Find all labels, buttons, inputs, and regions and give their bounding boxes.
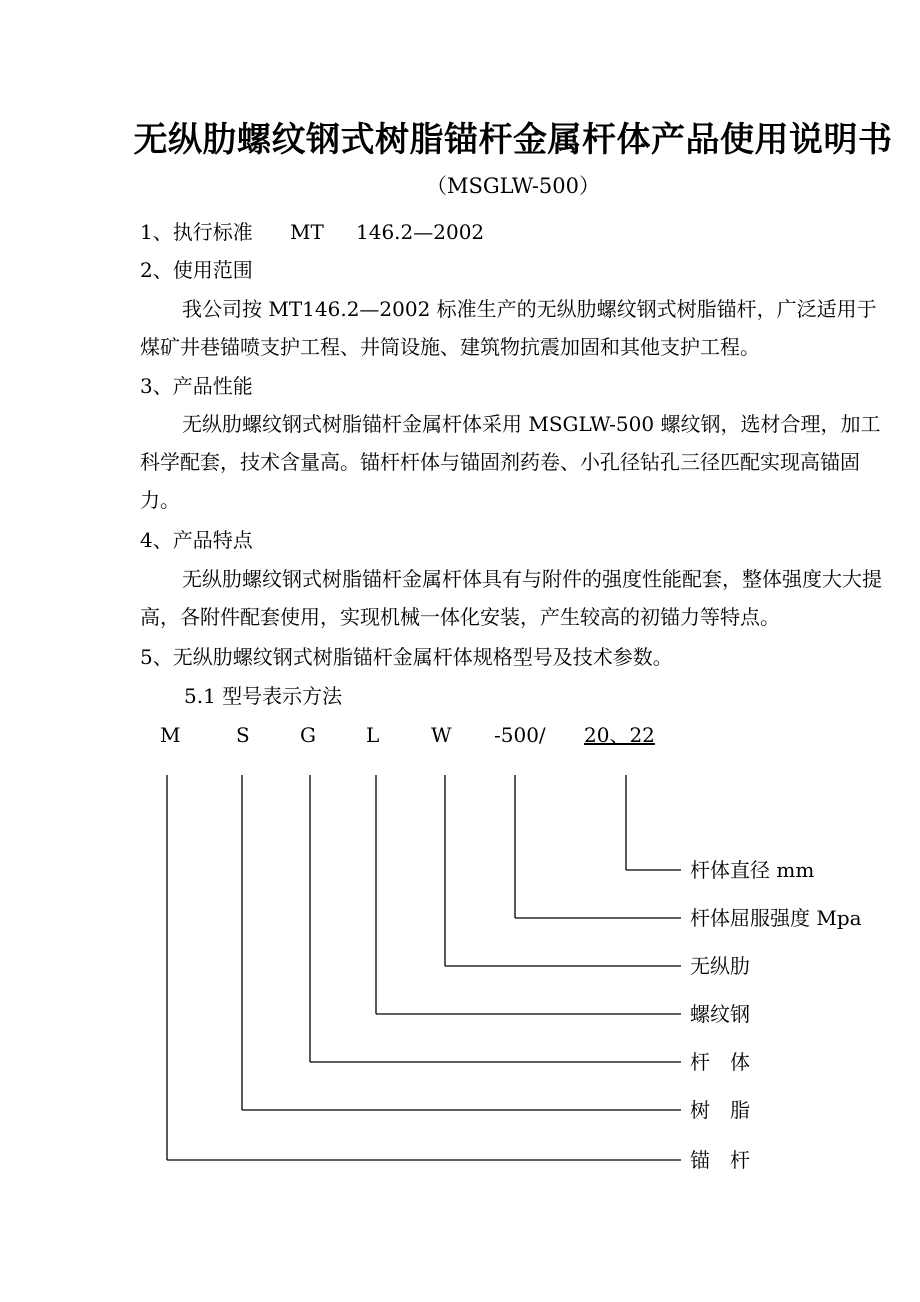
code-part-l: L bbox=[366, 723, 380, 747]
code-part-strength: -500/ bbox=[494, 723, 546, 747]
section-4-heading: 4、产品特点 bbox=[140, 528, 253, 552]
code-part-w: W bbox=[431, 723, 452, 747]
code-connector-w bbox=[445, 775, 681, 966]
code-part-g: G bbox=[300, 723, 316, 747]
code-connector-m bbox=[167, 775, 681, 1160]
code-part-diameter: 20、22 bbox=[584, 723, 655, 747]
code-part-s: S bbox=[236, 723, 250, 747]
section-2-heading: 2、使用范围 bbox=[140, 258, 253, 282]
section-1-heading: 1、执行标准 bbox=[140, 220, 253, 244]
code-connector-s bbox=[242, 775, 681, 1110]
code-connector-g bbox=[310, 775, 681, 1062]
legend-resin: 树 脂 bbox=[690, 1098, 750, 1122]
document-subtitle: （MSGLW-500） bbox=[425, 174, 601, 198]
code-part-m: M bbox=[160, 723, 181, 747]
code-connector-diameter bbox=[626, 775, 681, 870]
section-1-standard-prefix: MT bbox=[290, 220, 324, 244]
legend-diameter: 杆体直径 mm bbox=[690, 858, 815, 882]
legend-rod-body: 杆 体 bbox=[690, 1050, 750, 1074]
section-3-body: 无纵肋螺纹钢式树脂锚杆金属杆体采用 MSGLW-500 螺纹钢，选材合理，加工科学配套，技术含量高。锚杆杆体与锚固剂药卷、小孔径钻孔三径匹配实现高锚固力。 bbox=[140, 412, 881, 512]
legend-rebar: 螺纹钢 bbox=[690, 1002, 750, 1026]
section-2-body: 我公司按 MT146.2—2002 标准生产的无纵肋螺纹钢式树脂锚杆，广泛适用于煤矿井巷锚喷支护工程、井筒设施、建筑物抗震加固和其他支护工程。 bbox=[140, 297, 877, 359]
section-3-heading: 3、产品性能 bbox=[140, 374, 253, 398]
legend-yield-strength: 杆体屈服强度 Mpa bbox=[690, 906, 862, 930]
legend-anchor-bolt: 锚 杆 bbox=[690, 1148, 750, 1172]
code-connector-strength bbox=[515, 775, 681, 918]
section-5-heading: 5、无纵肋螺纹钢式树脂锚杆金属杆体规格型号及技术参数。 bbox=[140, 645, 673, 669]
section-1-standard-number: 146.2—2002 bbox=[356, 220, 485, 244]
code-connector-l bbox=[376, 775, 681, 1014]
legend-no-longitudinal-rib: 无纵肋 bbox=[690, 954, 750, 978]
document-title: 无纵肋螺纹钢式树脂锚杆金属杆体产品使用说明书 bbox=[133, 120, 893, 160]
section-5-1-heading: 5.1 型号表示方法 bbox=[184, 684, 343, 708]
section-4-body: 无纵肋螺纹钢式树脂锚杆金属杆体具有与附件的强度性能配套，整体强度大大提高，各附件配套使用，实现机械一体化安装，产生较高的初锚力等特点。 bbox=[140, 567, 882, 629]
